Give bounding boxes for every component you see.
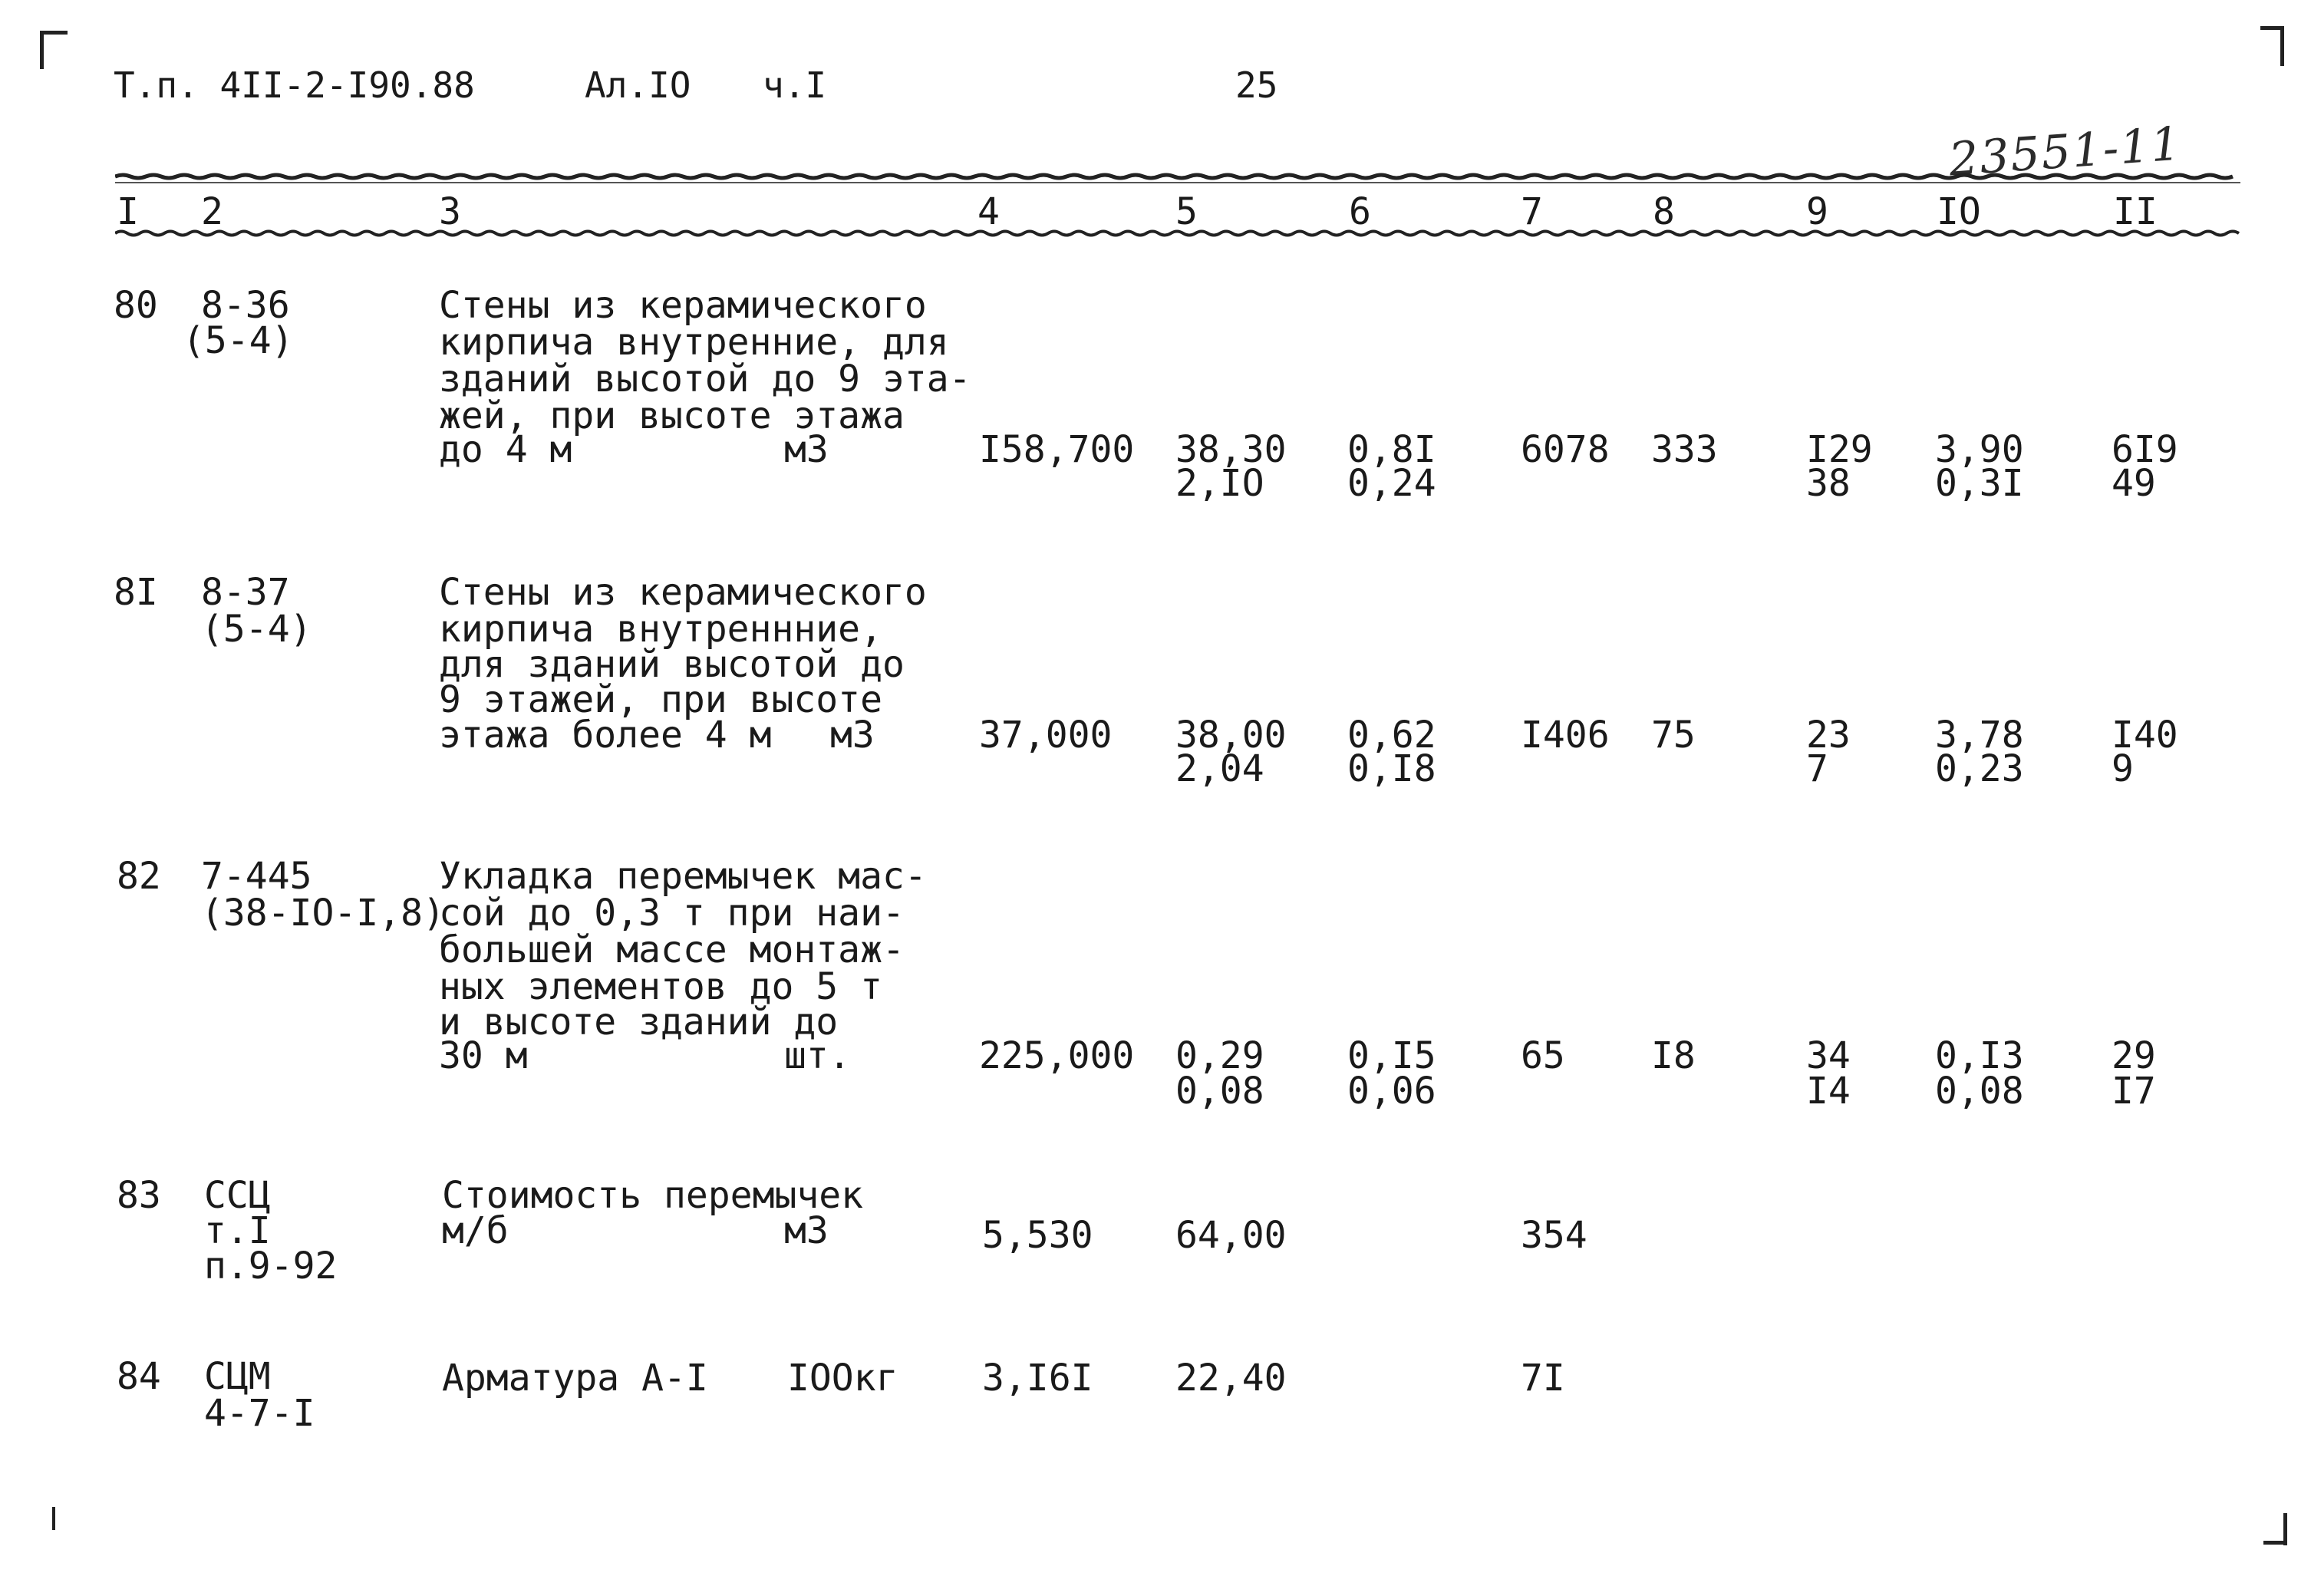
column-number-9: 9 [1806,190,1828,233]
col10-subvalue: 0,23 [1935,747,2024,790]
col10-subvalue: 0,3I [1935,462,2024,505]
quantity: 5,530 [982,1214,1093,1257]
description-line: Стены из керамического [439,284,927,327]
description-line: до 4 м [439,428,572,471]
col11-subvalue: 9 [2112,747,2134,790]
row-number: 84 [117,1355,161,1398]
col8-value: 333 [1651,428,1718,471]
code-line: ССЦ [204,1174,271,1217]
code-line: (5-4) [201,608,312,651]
col8-value: 75 [1651,714,1696,757]
code-line: 8-36 [201,284,290,327]
col7-value: I406 [1521,714,1610,757]
code-line: (38-IO-I,8) [201,892,445,935]
handwritten-registration-number: 23551-11 [1947,117,2184,187]
description-line: для зданий высотой до [439,643,905,686]
unit: м3 [784,1209,829,1252]
column-number-4: 4 [977,190,1000,233]
col7-value: 354 [1521,1214,1587,1257]
description-line: жей, при высоте этажа [439,394,905,437]
corner-mark-top-left [40,31,44,69]
part-number: ч.I [763,64,827,106]
description-line: кирпича внутреннние, [439,608,882,651]
col5-subvalue: 0,08 [1175,1070,1264,1113]
col9-value: I29 [1806,428,1873,471]
code-line: т.I [204,1209,271,1252]
description-line: 9 этажей, при высоте [439,678,882,721]
col10-value: 0,I3 [1935,1034,2024,1077]
col9-value: 23 [1806,714,1851,757]
description-line: ных элементов до 5 т [439,965,882,1008]
code-line: 8-37 [201,571,290,614]
unit: м3 [830,714,875,757]
col9-subvalue: 38 [1806,462,1851,505]
col9-subvalue: 7 [1806,747,1828,790]
col5-value: 0,29 [1175,1034,1264,1077]
col6-subvalue: 0,06 [1347,1070,1436,1113]
doc-code: Т.п. 4II-2-I90.88 [114,64,475,106]
col8-value: I8 [1651,1034,1696,1077]
corner-mark-top-left-h [40,31,68,35]
col6-subvalue: 0,24 [1347,462,1436,505]
col6-subvalue: 0,I8 [1347,747,1436,790]
description-line: м/б [442,1209,509,1252]
col7-value: 6078 [1521,428,1610,471]
column-number-7: 7 [1521,190,1543,233]
unit: IOOкг [787,1357,898,1400]
corner-mark-bottom-right-h [2263,1541,2285,1545]
column-number-8: 8 [1653,190,1675,233]
description-line: большей массе монтаж- [439,928,905,971]
album-number: Ал.IO [585,64,691,106]
column-number-2: 2 [201,190,223,233]
row-number: 82 [117,855,161,898]
table-top-rule [115,170,2240,189]
quantity: I58,700 [979,428,1135,471]
col5-subvalue: 2,IO [1175,462,1264,505]
col11-subvalue: 49 [2112,462,2156,505]
col11-value: 29 [2112,1034,2156,1077]
col10-subvalue: 0,08 [1935,1070,2024,1113]
column-number-3: 3 [439,190,461,233]
description-line: Стоимость перемычек [442,1174,864,1217]
code-line: (5-4) [183,319,294,362]
col11-value: 6I9 [2112,428,2178,471]
code-line: СЦМ [204,1355,271,1398]
col11-value: I40 [2112,714,2178,757]
description-line: 30 м [439,1034,528,1077]
column-number-11: II [2113,190,2158,233]
column-number-6: 6 [1349,190,1371,233]
col5-value: 38,30 [1175,428,1287,471]
quantity: 37,000 [979,714,1113,757]
code-line: п.9-92 [204,1245,338,1288]
code-line: 4-7-I [204,1392,315,1435]
code-line: 7-445 [201,855,312,898]
col7-value: 7I [1521,1357,1565,1400]
unit: шт. [784,1034,851,1077]
col11-subvalue: I7 [2112,1070,2156,1113]
col6-value: 0,8I [1347,428,1436,471]
description-line: и высоте зданий до [439,1001,839,1044]
description-line: Арматура А-I [442,1357,708,1400]
row-number: 8I [114,571,158,614]
description-line: зданий высотой до 9 эта- [439,358,971,401]
column-number-5: 5 [1175,190,1198,233]
unit: м3 [784,428,829,471]
col10-value: 3,78 [1935,714,2024,757]
col10-value: 3,90 [1935,428,2024,471]
corner-mark-bottom-left [52,1507,55,1530]
col5-value: 64,00 [1175,1214,1287,1257]
col5-value: 38,00 [1175,714,1287,757]
description-line: Стены из керамического [439,571,927,614]
corner-mark-top-right [2280,26,2284,66]
corner-mark-top-right-h [2260,26,2283,30]
col5-value: 22,40 [1175,1357,1287,1400]
col6-value: 0,I5 [1347,1034,1436,1077]
col9-subvalue: I4 [1806,1070,1851,1113]
col7-value: 65 [1521,1034,1565,1077]
description-line: кирпича внутренние, для [439,321,949,364]
row-number: 83 [117,1174,161,1217]
col6-value: 0,62 [1347,714,1436,757]
page-number: 25 [1235,64,1278,106]
column-number-1: I [117,190,139,233]
description-line: этажа более 4 м [439,714,772,757]
col9-value: 34 [1806,1034,1851,1077]
row-number: 80 [114,284,158,327]
column-number-10: IO [1937,190,1981,233]
description-line: сой до 0,3 т при наи- [439,892,905,935]
col5-subvalue: 2,04 [1175,747,1264,790]
description-line: Укладка перемычек мас- [439,855,927,898]
quantity: 225,000 [979,1034,1135,1077]
quantity: 3,I6I [982,1357,1093,1400]
